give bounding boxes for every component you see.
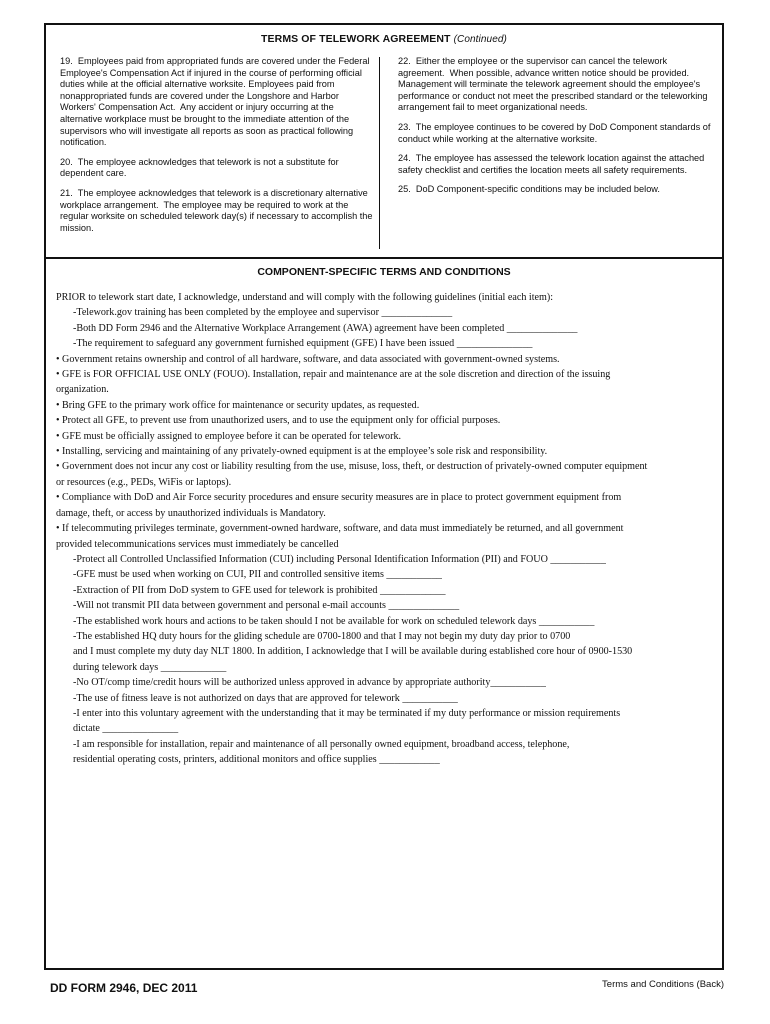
right-column [398,56,714,204]
line-work-hours: -The established work hours and actions to be taken should I not be available for work on scheduled telework days ___________ [73,615,595,627]
component-terms-body [56,290,716,768]
line-forms-completed: -Both DD Form 2946 and the Alternative Workplace Arrangement (AWA) agreement have been completed ______________ [73,322,578,334]
bullet-privileges-terminate-cont: provided telecommunications services must immediately be cancelled [56,538,339,550]
bullet-private-equipment: • Installing, servicing and maintaining of any privately-owned equipment is at the employee’s sole risk and responsibility. [56,446,548,458]
term-item-19: 19. Employees paid from appropriated funds are covered under the Federal Employee's Compensation Act if injured in the course of performing official duties while at the official alternative worksite. Employees paid from nonappropriated funds are covered under the Longshore and Harbor Workers' Compensation Act. Any accident or injury occurring at the alternative workplace must be brought to the immediate attention of the supervisors who will investigate all reports as soon as practical following notification. [60,56,373,148]
page-label: Terms and Conditions (Back) [602,979,724,990]
line-duty-hours-cont2: during telework days _____________ [73,661,227,673]
intro-line: PRIOR to telework start date, I acknowledge, understand and will comply with the following guidelines (initial each item): [56,292,553,303]
title-suffix: (Continued) [453,34,507,45]
line-gfe-cui: -GFE must be used when working on CUI, PII and controlled sensitive items ___________ [73,569,442,581]
line-personal-equipment-cont: residential operating costs, printers, additional monitors and office supplies ____________ [73,754,440,766]
line-voluntary-agreement: -I enter into this voluntary agreement with the understanding that it may be terminated if my duty performance or mission requirements [73,707,621,719]
left-column [60,56,374,242]
bullet-fouo: • GFE is FOR OFFICIAL USE ONLY (FOUO). Installation, repair and maintenance are at the sole discretion and direction of the issuing [56,369,611,381]
line-personal-equipment: -I am responsible for installation, repair and maintenance of all personally owned equipment, broadband access, telephone, [73,738,570,750]
section-divider [46,257,722,259]
column-divider [379,57,380,249]
bullet-gfe-assigned: • GFE must be officially assigned to employee before it can be operated for telework. [56,430,402,442]
term-item-22: 22. Either the employee or the supervisor can cancel the telework agreement. When possible, advance written notice should be provided. Management will terminate the telework agreement should the employee's performance or conduct not meet the prescribed standard or the teleworking arrangement fail to meet organizational needs. [398,56,711,113]
line-no-ot: -No OT/comp time/credit hours will be authorized unless approved in advance by appropriate authority___________ [73,677,546,689]
line-pii-email: -Will not transmit PII data between government and personal e-mail accounts ______________ [73,600,460,612]
form-frame [44,23,724,970]
line-protect-cui: -Protect all Controlled Unclassified Information (CUI) including Personal Identification Information (PII) and FOUO ___________ [73,553,606,565]
line-telework-training: -Telework.gov training has been completed by the employee and supervisor ______________ [73,307,453,319]
term-item-24: 24. The employee has assessed the telework location against the attached safety checklist and certifies the location meets all safety requirements. [398,153,707,175]
bullet-no-liability-cont: or resources (e.g., PEDs, WiFis or laptops). [56,476,232,488]
bullet-ownership: • Government retains ownership and control of all hardware, software, and data associated with government-owned systems. [56,353,560,365]
section-title-terms [46,33,722,45]
bullet-privileges-terminate: • If telecommuting privileges terminate, government-owned hardware, software, and data must immediately be returned, and all government [56,523,624,535]
form-identifier: DD FORM 2946, DEC 2011 [50,981,198,995]
line-duty-hours: -The established HQ duty hours for the gliding schedule are 0700-1800 and that I may not begin my duty day prior to 0700 [73,630,571,642]
term-item-20: 20. The employee acknowledges that telework is not a substitute for dependent care. [60,156,342,179]
bullet-protect-gfe: • Protect all GFE, to prevent use from unauthorized users, and to use the equipment only for official purposes. [56,415,501,427]
bullet-bring-gfe: • Bring GFE to the primary work office for maintenance or security updates, as requested. [56,399,420,411]
term-item-21: 21. The employee acknowledges that telework is a discretionary alternative workplace arrangement. The employee may be required to work at the regular worksite on scheduled telework day(s) if necessary to accomplish the mission. [60,187,376,233]
bullet-security-compliance-cont: damage, theft, or access by unauthorized individuals is Mandatory. [56,507,326,519]
term-item-23: 23. The employee continues to be covered by DoD Component standards of conduct while working at the alternative worksite. [398,121,713,144]
bullet-security-compliance: • Compliance with DoD and Air Force security procedures and ensure security measures are in place to protect government equipment from [56,492,622,504]
line-fitness-leave: -The use of fitness leave is not authorized on days that are approved for telework ___________ [73,692,458,704]
bullet-fouo-cont: organization. [56,384,109,396]
line-pii-extraction: -Extraction of PII from DoD system to GFE used for telework is prohibited _____________ [73,584,446,596]
section-title-component: COMPONENT-SPECIFIC TERMS AND CONDITIONS [257,266,511,278]
term-item-25: 25. DoD Component-specific conditions may be included below. [398,184,660,195]
bullet-no-liability: • Government does not incur any cost or liability resulting from the use, misuse, loss, theft, or destruction of privately-owned computer equipment [56,461,648,473]
line-duty-hours-cont: and I must complete my duty day NLT 1800. In addition, I acknowledge that I will be available during established core hour of 0900-1530 [73,646,633,658]
line-voluntary-agreement-cont: dictate _______________ [73,723,179,735]
title-text: TERMS OF TELEWORK AGREEMENT [261,33,451,45]
line-safeguard-gfe: -The requirement to safeguard any government furnished equipment (GFE) I have been issued _______________ [73,338,533,350]
